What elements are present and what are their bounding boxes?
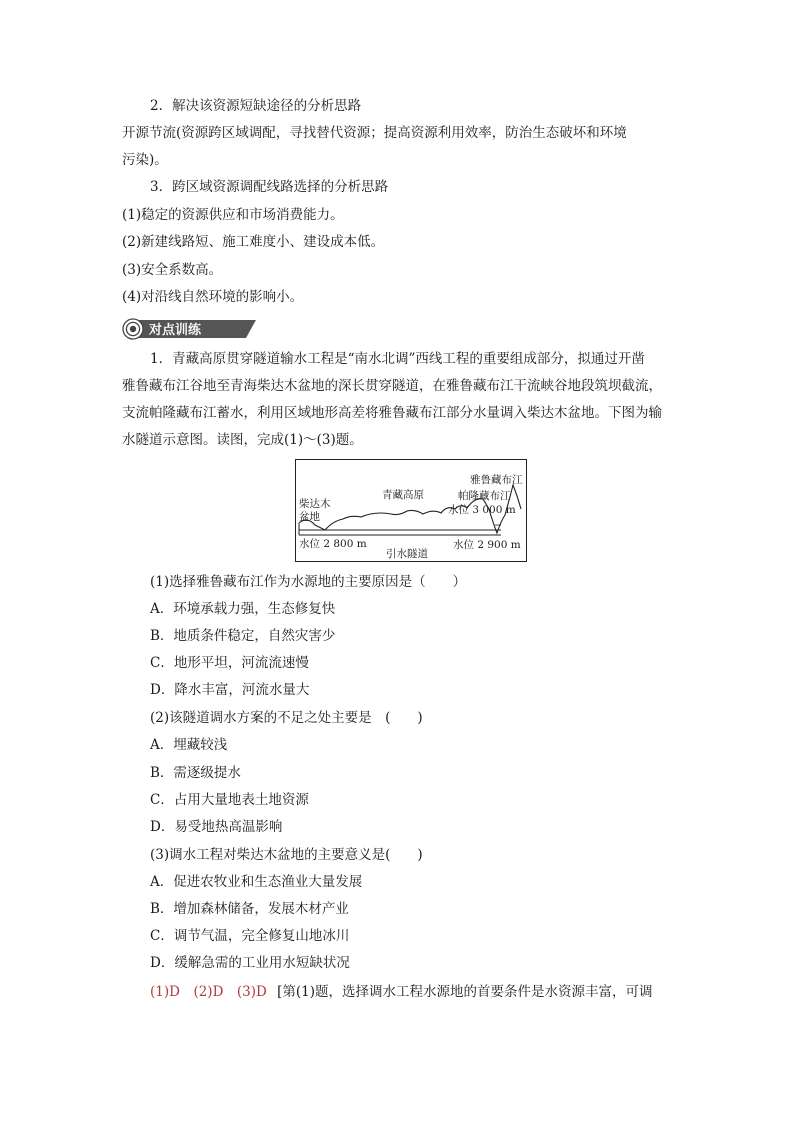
answer-explanation: [第(1)题，选择调水工程水源地的首要条件是水资源丰富，可调: [277, 984, 653, 1000]
question-intro-line-2: 雅鲁藏布江谷地至青海柴达木盆地的深长贯穿隧道，在雅鲁藏布江干流峡谷地段筑坝截流，: [122, 378, 662, 394]
list-item: (1)稳定的资源供应和市场消费能力。: [122, 207, 344, 223]
label-plateau: 青藏高原: [382, 489, 424, 501]
question-intro-line-4: 水隧道示意图。读图，完成(1)～(3)题。: [122, 432, 363, 448]
heading-2: 2．解决该资源短缺途径的分析思路: [150, 98, 362, 114]
paragraph-2-line-2: 污染)。: [122, 152, 168, 168]
question-3-stem: (3)调水工程对柴达木盆地的主要意义是( ): [150, 847, 423, 863]
label-tunnel: 引水隧道: [386, 548, 428, 560]
question-1-stem: (1)选择雅鲁藏布江作为水源地的主要原因是（ ）: [150, 574, 467, 590]
option: C．调节气温，完全修复山地冰川: [150, 928, 350, 944]
option: C．占用大量地表土地资源: [150, 792, 309, 808]
label-qaidam-2: 盆地: [299, 511, 320, 523]
label-qaidam-1: 柴达木: [299, 498, 331, 510]
list-item: (4)对沿线自然环境的影响小。: [122, 289, 304, 305]
tunnel-diagram: [295, 459, 527, 562]
list-item: (3)安全系数高。: [122, 262, 223, 278]
tunnel-diagram-svg: [295, 459, 527, 562]
label-level-2900: 水位 2 900 m: [453, 539, 521, 551]
option: D．易受地热高温影响: [150, 819, 283, 835]
answer-line: [150, 982, 653, 1002]
question-intro-line-3: 支流帕隆藏布江蓄水，利用区域地形高差将雅鲁藏布江部分水量调入柴达木盆地。下图为输: [122, 405, 662, 421]
section-header: [122, 318, 258, 340]
option: D．降水丰富，河流水量大: [150, 682, 310, 698]
target-icon: [123, 319, 143, 339]
option: A．环境承载力强，生态修复快: [150, 601, 336, 617]
section-header-graphic: [122, 318, 258, 340]
label-level-2800: 水位 2 800 m: [299, 538, 367, 550]
option: A．促进农牧业和生态渔业大量发展: [150, 874, 363, 890]
option: B．地质条件稳定，自然灾害少: [150, 628, 336, 644]
label-yarlung: 雅鲁藏布江: [470, 474, 523, 486]
question-2-stem: (2)该隧道调水方案的不足之处主要是 ( ): [150, 710, 423, 726]
section-title: 对点训练: [149, 323, 202, 338]
label-level-3000: 水位 3 000 m: [448, 504, 516, 516]
option: A．埋藏较浅: [150, 737, 228, 753]
option: C．地形平坦，河流流速慢: [150, 655, 309, 671]
question-intro-line-1: 1．青藏高原贯穿隧道输水工程是“南水北调”西线工程的重要组成部分，拟通过开凿: [150, 351, 645, 367]
option: B．增加森林储备，发展木材产业: [150, 901, 349, 917]
list-item: (2)新建线路短、施工难度小、建设成本低。: [122, 234, 385, 250]
label-parlung: 帕隆藏布江: [458, 490, 511, 502]
answer-keys: (1)D (2)D (3)D: [150, 984, 267, 1000]
option: B．需逐级提水: [150, 765, 241, 781]
heading-3: 3．跨区域资源调配线路选择的分析思路: [150, 179, 389, 195]
option: D．缓解急需的工业用水短缺状况: [150, 955, 350, 971]
paragraph-2-line-1: 开源节流(资源跨区域调配，寻找替代资源；提高资源利用效率，防治生态破坏和环境: [122, 125, 627, 141]
